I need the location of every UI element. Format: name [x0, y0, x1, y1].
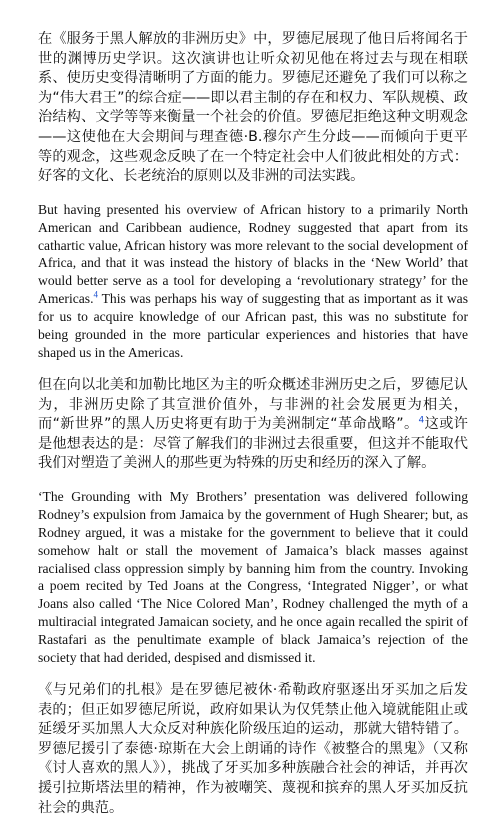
- footnote-link-4[interactable]: 4: [93, 289, 98, 300]
- footnote-link-4-zh[interactable]: 4: [418, 415, 425, 426]
- paragraph-zh-2-text-cont: 这或许是他想表达的是：尽管了解我们的非洲过去很重要，但这并不能取代我们对塑造了美洲人的那些更为特殊的历史和经历的深入了解。: [38, 416, 468, 472]
- paragraph-en-2: ‘The Grounding with My Brothers’ presentation was delivered following Rodney’s expulsion from Jamaica by the government of Hugh Shearer; but, as Rodney argued, it was a mistake for the government to believe that it could somehow halt or stall the movement of Jamaica’s black masses against racialised class oppression simply by banning him from the country. Invoking a poem recited by Ted Joans at the Congress, ‘Integrated Nigger’, or what Joans also called ‘The Nice Colored Man’, Rodney challenged the myth of a multiracial integrated Jamaican society, and he once again recalled the spirit of Rastafari as the penultimate example of black Jamaica’s rejection of the society that had derided, despised and dismissed it.: [38, 488, 468, 666]
- paragraph-zh-2: [38, 376, 468, 474]
- paragraph-en-1-text-cont: This was perhaps his way of suggesting that as important as it was for us to acquire knowledge of our African past, this was no substitute for being grounded in the more particular experiences and histories that have shaped us in the Americas.: [38, 291, 468, 360]
- document-page: [38, 30, 468, 832]
- paragraph-en-1: [38, 201, 468, 362]
- paragraph-zh-2-text: 但在向以北美和加勒比地区为主的听众概述非洲历史之后，罗德尼认为，非洲历史除了其宣泄价值外，与非洲的社会发展更为相关，而“新世界”的黑人历史将更有助于为美洲制定“革命战略”。: [38, 376, 468, 433]
- paragraph-zh-1: 在《服务于黑人解放的非洲历史》中，罗德尼展现了他日后将闻名于世的渊博历史学识。这次演讲也让听众初见他在将过去与现在相联系、使历史变得清晰明了方面的能力。罗德尼还避免了我们可以称之为“伟大君王”的综合症——即以君主制的存在和权力、军队规模、政治结构、文学等等来衡量一个社会的价值。罗德尼拒绝这种文明观念——这使他在大会期间与理查德·B.穆尔产生分歧——而倾向于更平等的观念，这些观念反映了在一个特定社会中人们彼此相处的方式：好客的文化、长老统治的原则以及非洲的司法实践。: [38, 31, 468, 185]
- paragraph-en-1-text: But having presented his overview of African history to a primarily North American and Caribbean audience, Rodney suggested that apart from its cathartic value, African history was more relevant to the social development of Africa, and that it was instead the history of blacks in the ‘New World’ that would better serve as a tool for developing a ‘revolutionary strategy’ for the Americas.: [38, 201, 468, 307]
- paragraph-zh-3: 《与兄弟们的扎根》是在罗德尼被休·希勒政府驱逐出牙买加之后发表的；但正如罗德尼所说，政府如果认为仅凭禁止他入境就能阻止或延缓牙买加黑人大众反对种族化阶级压迫的运动，那就大错特错了。罗德尼援引了泰德·琼斯在大会上朗诵的诗作《被整合的黑鬼》（又称《讨人喜欢的黑人》），挑战了牙买加多种族融合社会的神话，并再次援引拉斯塔法里的精神，作为被嘲笑、蔑视和摈弃的黑人牙买加反抗社会的典范。: [38, 681, 468, 816]
